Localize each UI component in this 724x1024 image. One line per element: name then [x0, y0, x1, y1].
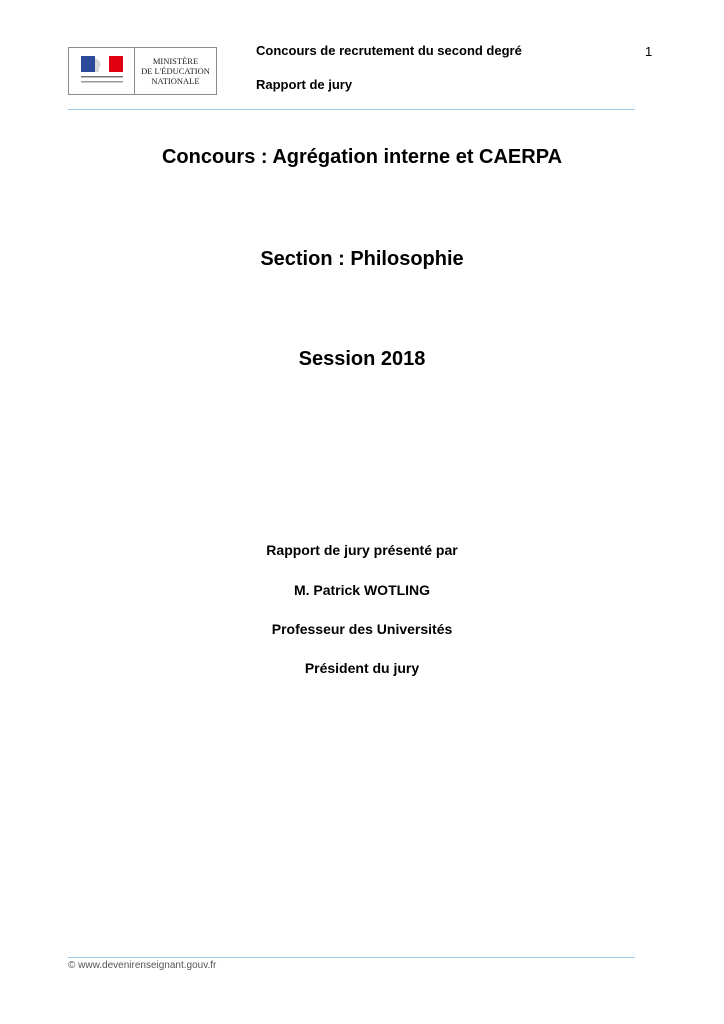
president-role: Président du jury [304, 660, 420, 676]
footer-copyright: © www.devenirenseignant.gouv.fr [68, 960, 217, 971]
section-title: Section : Philosophie [260, 248, 464, 270]
page-number: 1 [645, 44, 653, 59]
marianne-flag-icon [69, 48, 133, 94]
ministry-name [135, 48, 216, 94]
ministry-name-line2: DE L'ÉDUCATION [141, 66, 210, 76]
ministry-name-line3: NATIONALE [151, 76, 200, 86]
session-title: Session 2018 [298, 348, 426, 370]
ministry-logo [68, 47, 217, 95]
presented-by-line: Rapport de jury présenté par [266, 542, 458, 558]
president-title: Professeur des Universités [271, 621, 453, 637]
header-divider [68, 109, 635, 110]
concours-title: Concours : Agrégation interne et CAERPA [161, 146, 563, 168]
footer-divider [68, 957, 635, 958]
header-competition-title: Concours de recrutement du second degré [256, 43, 522, 58]
marianne-logo [69, 48, 135, 94]
president-name: M. Patrick WOTLING [293, 582, 431, 598]
header-report-label: Rapport de jury [256, 77, 353, 92]
ministry-name-line1: MINISTÈRE [152, 56, 199, 66]
